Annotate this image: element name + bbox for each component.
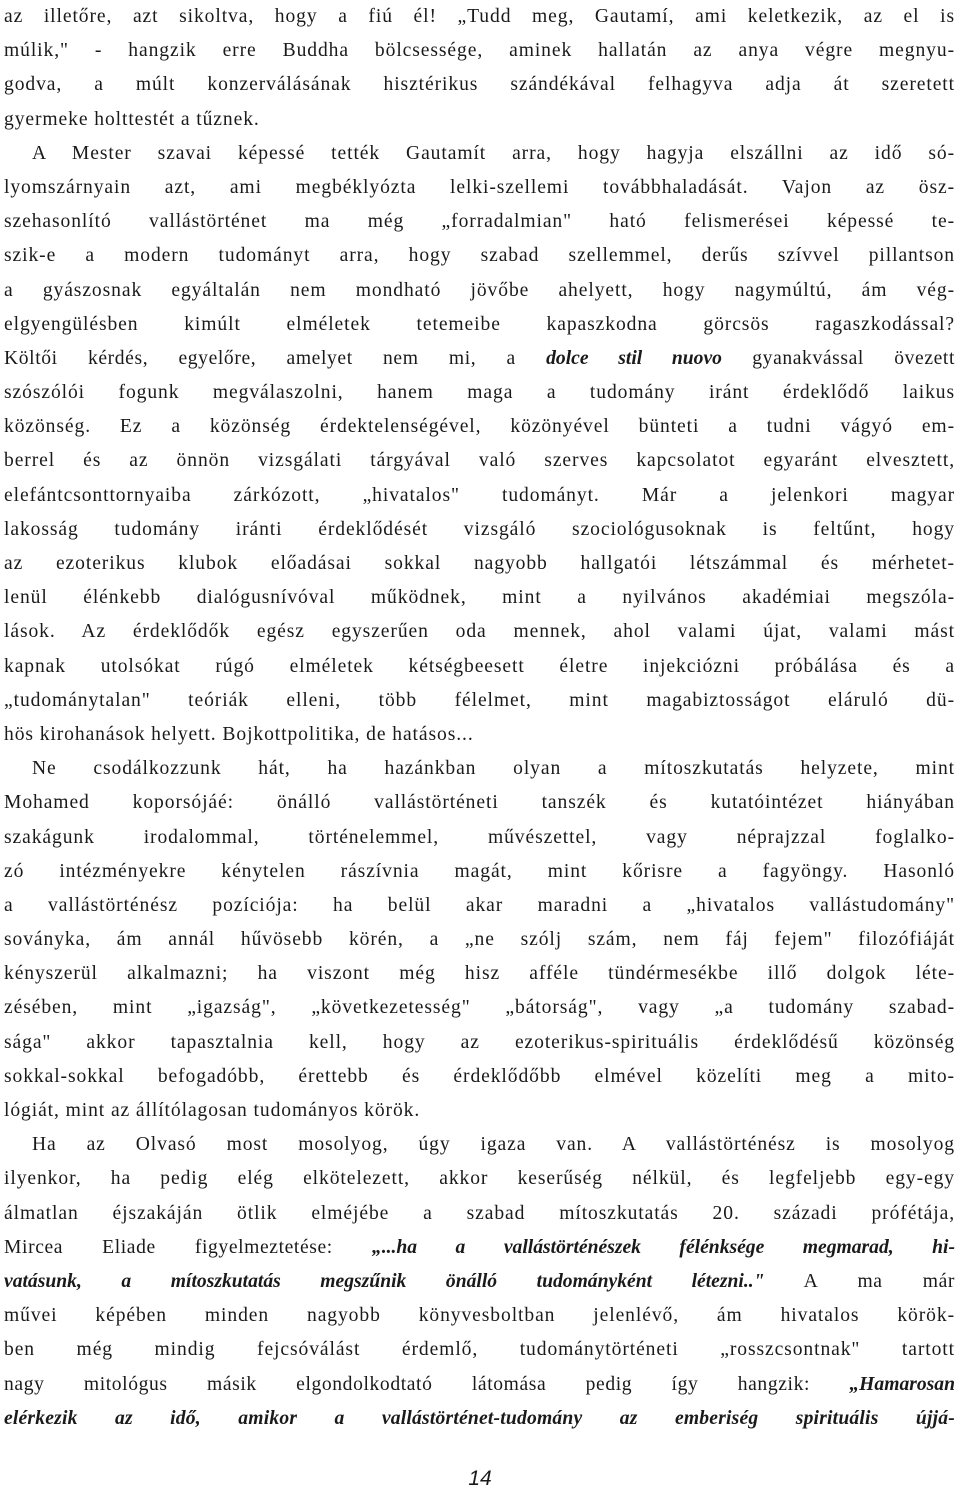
text-line: berrel és az önnön vizsgálati tárgyával való szerves kapcsolatot egyaránt elvesztett, <box>4 450 955 472</box>
text-line: zó intézményekre kénytelen rászívnia magát, mint kőrisre a fagyöngy. Hasonló <box>4 860 955 882</box>
text-line: közönség. Ez a közönség érdektelenségével, közönyével bünteti a tudni vágyó em- <box>4 416 955 438</box>
text-line: az illetőre, azt sikoltva, hogy a fiú él! „Tudd meg, Gautamí, ami keletkezik, az el is <box>4 6 955 27</box>
text-line: elefántcsonttornyaiba zárkózott, „hivatalos" tudományt. Már a jelenkori magyar <box>4 484 955 506</box>
text-line: kényszerül alkalmazni; ha viszont még hisz afféle tündérmesékbe illő dolgok léte- <box>4 963 955 985</box>
text-line <box>4 1368 955 1402</box>
document-page <box>4 0 955 1436</box>
text-line <box>4 342 955 376</box>
text-line: művei képében minden nagyobb könyvesboltban jelenlévő, ám hivatalos körök- <box>4 1305 955 1327</box>
emphasized-phrase: dolce stil nuovo <box>546 347 722 369</box>
text-line: lógiát, mint az állítólagosan tudományos körök. <box>4 1100 421 1121</box>
text-line: gyermeke holttestét a tűznek. <box>4 108 260 130</box>
text-line: A Mester szavai képessé tették Gautamít arra, hogy hagyja elszállni az idő só- <box>32 142 955 164</box>
emphasized-quote: „...ha a vallástörténészek félénksége megmarad, hi- <box>371 1236 955 1258</box>
text-run: A ma már <box>764 1270 955 1292</box>
text-line: lakosság tudomány iránti érdeklődését vizsgáló szociológusoknak is feltűnt, hogy <box>4 518 955 540</box>
text-line: szik-e a modern tudományt arra, hogy szabad szellemmel, derűs szívvel pillantson <box>4 245 955 267</box>
text-line: „tudománytalan" teóriák elleni, több félelmet, mint magabiztosságot eláruló dü- <box>4 689 955 711</box>
text-run: Költői kérdés, egyelőre, amelyet nem mi, a <box>4 347 547 369</box>
text-line: szakágunk irodalommal, történelemmel, művészettel, vagy néprajzzal foglalko- <box>4 826 955 848</box>
text-line: sága" akkor tapasztalnia kell, hogy az ezoterikus-spirituális érdeklődésű közönség <box>4 1031 955 1053</box>
text-line: Mohamed koporsójáé: önálló vallástörténeti tanszék és kutatóintézet hiányában <box>4 792 955 814</box>
text-line: soványka, ám annál hűvösebb körén, a „ne szólj szám, nem fáj fejem" filozófiáját <box>4 929 955 951</box>
text-line: múlik," - hangzik erre Buddha bölcsessége, aminek hallatán az anya végre megnyu- <box>4 40 955 62</box>
text-line: zésében, mint „igazság", „következetesség" „bátorság", vagy „a tudomány szabad- <box>4 997 955 1019</box>
text-line: szehasonlító vallástörténet ma még „forradalmian" ható felismerései képessé te- <box>4 211 955 233</box>
text-line: a vallástörténész pozíciója: ha belül akar maradni a „hivatalos vallástudomány" <box>4 894 955 916</box>
text-line: elgyengülésben kimúlt elméletek tetemeibe kapaszkodna görcsös ragaszkodással? <box>4 313 955 335</box>
text-line: ilyenkor, ha pedig elég elkötelezett, akkor keserűség nélkül, és legfeljebb egy-egy <box>4 1168 955 1190</box>
text-run: nagy mitológus másik elgondolkodtató látomása pedig így hangzik: <box>4 1373 850 1395</box>
text-line: hös kirohanások helyett. Bojkottpolitika, de hatásos... <box>4 723 474 745</box>
text-line: lyomszárnyain azt, ami megbéklyózta lelki-szellemi továbbhaladását. Vajon az ösz- <box>4 176 955 198</box>
text-line: Ne csodálkozzunk hát, ha hazánkban olyan a mítoszkutatás helyzete, mint <box>32 758 955 780</box>
text-run: Mircea Eliade figyelmeztetése: <box>4 1236 372 1258</box>
text-line <box>4 1265 955 1299</box>
text-line: Ha az Olvasó most mosolyog, úgy igaza van. A vallástörténész is mosolyog <box>32 1134 955 1156</box>
text-line: lenül élénkebb dialógusnívóval működnek, mint a nyilvános akadémiai megszóla- <box>4 587 955 609</box>
text-line: a gyászosnak egyáltalán nem mondható jövőbe ahelyett, hogy nagymúltú, ám vég- <box>4 279 955 301</box>
text-line: az ezoterikus klubok előadásai sokkal nagyobb hallgatói létszámmal és mérhetet- <box>4 553 955 574</box>
text-line: álmatlan éjszakáján ötlik elméjébe a szabad mítoszkutatás 20. századi prófétája, <box>4 1202 955 1224</box>
text-line: ben még mindig fejcsóválást érdemlő, tudománytörténeti „rosszcsontnak" tartott <box>4 1339 955 1361</box>
text-line: szószólói fogunk megválaszolni, hanem maga a tudomány iránt érdeklődő laikus <box>4 382 955 404</box>
text-line: godva, a múlt konzerválásának hisztérikus szándékával felhagyva adja át szeretett <box>4 74 955 96</box>
text-line: sokkal-sokkal befogadóbb, érettebb és érdeklődőbb elmével közelíti meg a mito- <box>4 1065 955 1087</box>
page-number: 14 <box>468 1467 492 1490</box>
emphasized-line: elérkezik az idő, amikor a vallástörténet-tudomány az emberiség spirituális újjá- <box>4 1407 955 1429</box>
emphasized-quote: „Hamarosan <box>849 1373 955 1395</box>
text-line: lások. Az érdeklődők egész egyszerűen oda mennek, ahol valami újat, valami mást <box>4 621 955 643</box>
emphasized-quote: vatásunk, a mítoszkutatás megszűnik önálló tudományként létezni.." <box>4 1270 765 1292</box>
text-run: gyanakvással övezett <box>721 347 955 369</box>
text-line <box>4 1231 955 1265</box>
text-line: kapnak utolsókat rúgó elméletek kétségbeesett életre injekciózni próbálása és a <box>4 655 955 677</box>
